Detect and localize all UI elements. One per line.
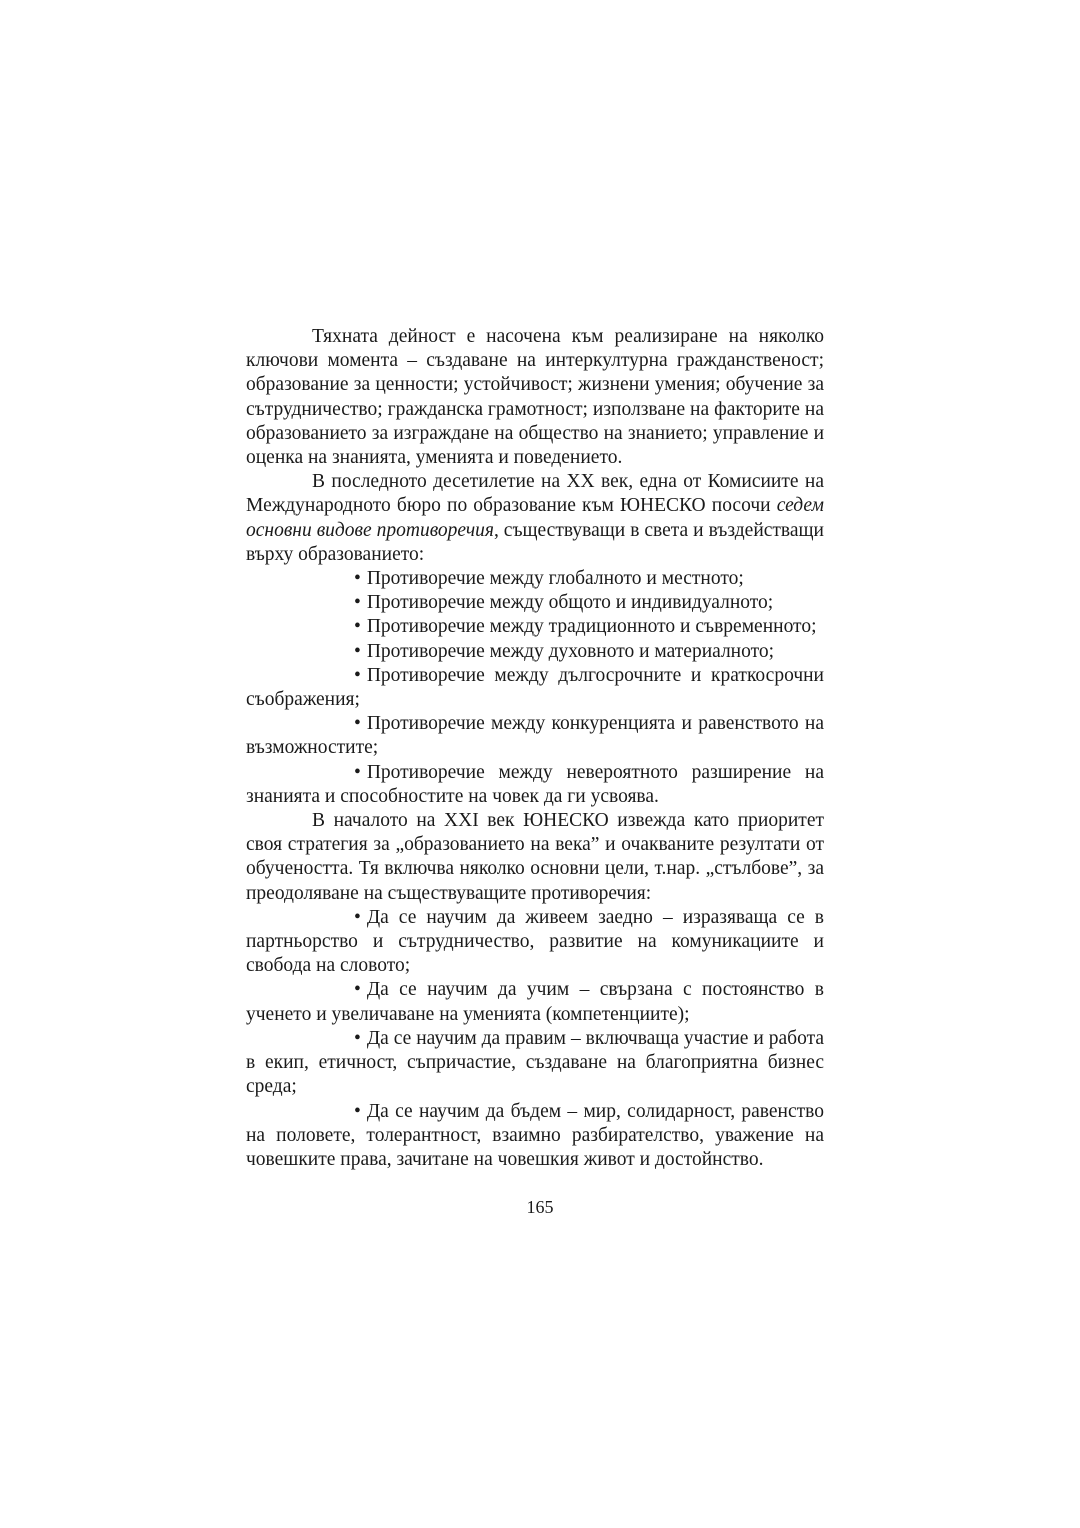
contradiction-text: Противоречие между традиционното и съвременното;	[366, 616, 817, 638]
pillar-text: Да се научим да живеем заедно – изразяваща се в партньорство и сътрудничество, развитие на комуникациите и свобода на словото;	[246, 906, 824, 977]
bullet-icon: •	[354, 592, 361, 614]
contradiction-item	[246, 567, 824, 591]
bullet-icon: •	[354, 979, 361, 1001]
pillar-item	[246, 1027, 824, 1100]
bullet-icon: •	[354, 713, 361, 735]
body-text	[246, 325, 824, 1172]
paragraph-contradictions-intro	[246, 470, 824, 567]
paragraph-unesco-strategy: В началото на XXI век ЮНЕСКО извежда като приоритет своя стратегия за „образованието на века” и очакваните резултати от обучеността. Тя включва няколко основни цели, т.нар. „стълбове”, за преодоляване на съществуващите противоречия:	[246, 810, 824, 904]
seven-contradictions-emphasis: седем основни видове противоречия	[246, 495, 824, 541]
paragraph-activity: Тяхната дейност е насочена към реализиране на няколко ключови момента – създаване на интеркултурна гражданственост; образование за ценности; устойчивост; жизнени умения; обучение за сътрудничество; гражданска грамотност; използване на факторите на образованието за изграждане на общество на знанието; управление и оценка на знанията, уменията и поведението.	[246, 326, 824, 469]
bullet-icon: •	[354, 664, 361, 686]
contradiction-item	[246, 712, 824, 760]
page-number: 165	[526, 1197, 554, 1217]
contradiction-text: Противоречие между общото и индивидуалното;	[366, 592, 774, 614]
contradiction-item	[246, 640, 824, 664]
contradiction-item	[246, 664, 824, 712]
contradiction-item	[246, 761, 824, 809]
bullet-icon: •	[354, 761, 361, 783]
bullet-icon: •	[354, 1027, 361, 1049]
bullet-icon: •	[354, 906, 361, 928]
pillar-item	[246, 1100, 824, 1173]
pillar-text: Да се научим да бъдем – мир, солидарност, равенство на половете, толерантност, взаимно разбирателство, уважение на човешките права, зачитане на човешкия живот и достойнство.	[246, 1100, 824, 1170]
contradiction-item	[246, 591, 824, 615]
bullet-icon: •	[354, 640, 361, 662]
contradiction-text: Противоречие между дългосрочните и краткосрочни съображения;	[246, 664, 824, 711]
bullet-icon: •	[354, 616, 361, 638]
bullet-icon: •	[354, 1100, 361, 1122]
pillar-text: Да се научим да правим – включваща участие и работа в екип, етичност, съпричастие, създаване на благоприятна бизнес среда;	[246, 1027, 824, 1098]
contradiction-text: Противоречие между невероятното разширение на знанията и способностите на човек да ги усвоява.	[246, 761, 824, 807]
pillar-text: Да се научим да учим – свързана с постоянство в ученето и увеличаване на уменията (компетенциите);	[246, 979, 824, 1025]
contradiction-text: Противоречие между конкуренцията и равенството на възможностите;	[246, 713, 824, 759]
pillar-item	[246, 978, 824, 1026]
contradiction-text: Противоречие между духовното и материалното;	[366, 640, 775, 662]
paragraph-contradictions-intro-end: , съществуващи в света и въздействащи върху образованието:	[246, 519, 824, 565]
bullet-icon: •	[354, 568, 361, 590]
pillar-item	[246, 906, 824, 979]
paragraph-contradictions-intro-start: В последното десетилетие на XX век, една от Комисиите на Международното бюро по образование към ЮНЕСКО посочи	[246, 471, 824, 517]
contradiction-text: Противоречие между глобалното и местното;	[366, 568, 744, 590]
contradiction-item	[246, 615, 824, 639]
